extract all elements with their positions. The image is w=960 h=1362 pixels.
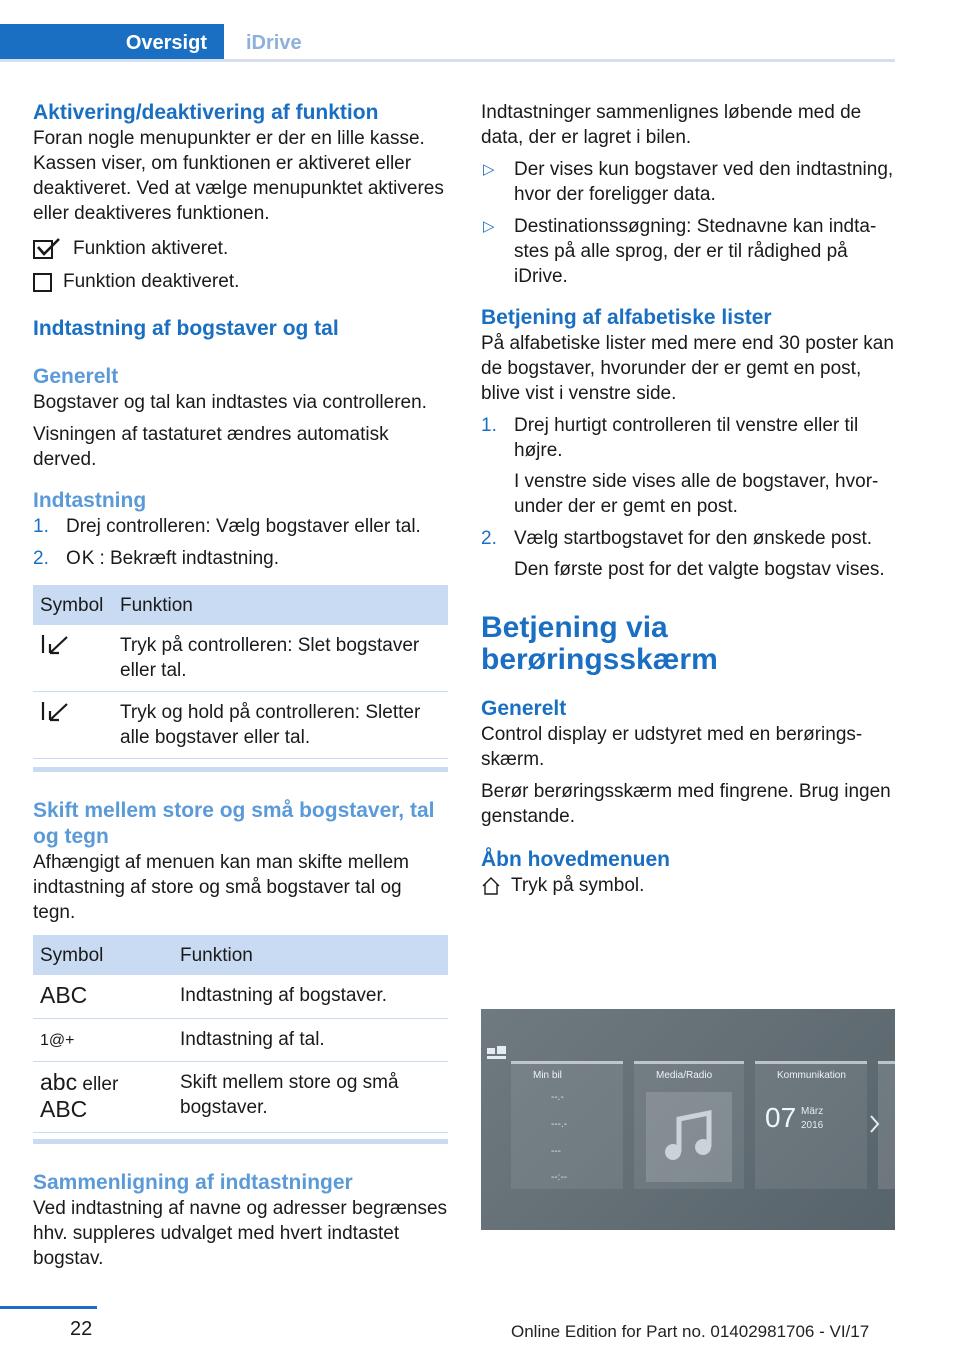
- home-icon: [481, 876, 501, 896]
- date-year: 2016: [801, 1120, 824, 1131]
- paragraph-touch-2: Berør berøringsskærm med fingrene. Brug ingen genstande.: [481, 781, 891, 827]
- deactivated-label: Funktion deaktiveret.: [63, 271, 240, 292]
- table-cell-function: Tryk og hold på controlleren: Sletter alle bogstaver eller tal.: [113, 692, 448, 759]
- car-row-value: ---.-: [551, 1119, 568, 1130]
- activated-line: [33, 236, 448, 261]
- paragraph-general-1: Bogstaver og tal kan indtastes via controlleren.: [33, 392, 427, 413]
- table-header-function: Funktion: [113, 585, 448, 625]
- paragraph-switch: Afhængigt af menuen kan man skifte mellem indtastning af store og små bogstaver tal og tegn.: [33, 852, 409, 923]
- table-header-symbol: Symbol: [33, 585, 113, 625]
- date-day: 07: [765, 1102, 797, 1133]
- menu-instruction-text: Tryk på symbol.: [511, 875, 645, 896]
- heading-menu: Åbn hovedmenuen: [481, 848, 671, 871]
- table-end-rule: [33, 1139, 448, 1144]
- header-tabbar: [0, 24, 895, 62]
- paragraph-touch-1: Control display er udstyret med en berøringsskærm.: [481, 724, 863, 770]
- list-item: [33, 546, 448, 571]
- abc-upper-icon: ABC: [40, 982, 88, 1008]
- edition-text: Online Edition for Part no. 01402981706 - VI/17: [511, 1322, 870, 1341]
- table-cell-symbol: [33, 975, 173, 1019]
- heading-touch: Betjening via berøringsskærm: [481, 611, 718, 676]
- footer-rule: [0, 1306, 97, 1309]
- list-item: [481, 526, 895, 582]
- card-label: Min bil: [533, 1070, 562, 1081]
- menu-instruction: [481, 873, 895, 898]
- heading-alpha: Betjening af alfabetiske lister: [481, 306, 772, 329]
- heading-general: Generelt: [33, 365, 119, 388]
- paragraph-activation: Foran nogle menupunkter er der en lille kasse. Kassen viser, om funktionen er aktiveret eller deaktiveret. Ved at vælge menupunktet aktiveres eller deaktiveres funktionen.: [33, 128, 444, 224]
- tab-idrive[interactable]: iDrive: [246, 31, 302, 54]
- triangle-bullet-icon: ▷: [483, 161, 495, 178]
- car-row-value: ---: [551, 1146, 561, 1157]
- control-display-image: [481, 1009, 895, 1230]
- step-text: Drej controlleren: Vælg bogstaver eller tal.: [66, 516, 421, 537]
- step-number: 2.: [33, 548, 49, 569]
- table-row: [33, 625, 448, 692]
- table-cell-function: Indtastning af bogstaver.: [173, 975, 448, 1019]
- heading-entry: Indtastning: [33, 489, 147, 512]
- step-subtext: I venstre side vises alle de bogstaver, hvorunder der er gemt en post.: [514, 471, 879, 517]
- chevron-right-icon[interactable]: [869, 1114, 881, 1134]
- table-header-symbol: Symbol: [33, 935, 173, 975]
- menu-grid-icon: [485, 1042, 509, 1062]
- card-label: Media/Radio: [656, 1070, 713, 1081]
- date-month: März: [801, 1106, 824, 1117]
- checkbox-empty-icon: [33, 271, 53, 293]
- card-label: Kommunikation: [777, 1070, 846, 1081]
- list-item: [481, 413, 895, 519]
- delete-icon: [40, 700, 70, 722]
- step-number: 1.: [33, 516, 49, 537]
- table-cell-symbol: [33, 1019, 173, 1062]
- step-text: : Bekræft indtastning.: [99, 548, 279, 569]
- table-row: [33, 1062, 448, 1133]
- table-cell-function: Tryk på controlleren: Slet bogstaver eller tal.: [113, 625, 448, 692]
- list-item: [33, 514, 448, 539]
- table-cell-function: Indtastning af tal.: [173, 1019, 448, 1062]
- card-media-radio[interactable]: [634, 1061, 744, 1189]
- step-text: Drej hurtigt controlleren til venstre eller til højre.: [514, 415, 859, 461]
- table-header-function: Funktion: [173, 935, 448, 975]
- heading-general-right: Generelt: [481, 697, 567, 720]
- activated-label: Funktion aktiveret.: [73, 238, 229, 259]
- paragraph-alpha: På alfabetiske lister med mere end 30 poster kan de bogstaver, hvorunder der er gemt en post, blive vist i venstre side.: [481, 333, 894, 404]
- right-column: [481, 100, 895, 906]
- album-art: [646, 1092, 732, 1182]
- table-row: [33, 692, 448, 759]
- step-subtext: Den første post for det valgte bogstav vises.: [514, 559, 885, 580]
- car-row-value: --:--: [551, 1172, 568, 1183]
- list-item: [481, 157, 895, 207]
- bullet-list: [481, 157, 895, 289]
- step-text: Vælg startbogstavet for den ønskede post.: [514, 528, 873, 549]
- numbers-icon: 1@+: [40, 1032, 75, 1049]
- heading-activation: Aktivering/deaktivering af funktion: [33, 101, 379, 124]
- music-note-icon: [659, 1107, 719, 1167]
- table-row: [33, 975, 448, 1019]
- header-divider: [0, 59, 895, 62]
- case-symbol-table: [33, 935, 448, 1133]
- page-number: 22: [70, 1318, 93, 1340]
- step-number: 2.: [481, 528, 497, 549]
- table-cell-function: Skift mellem store og små bogstaver.: [173, 1062, 448, 1133]
- table-cell-symbol: [33, 692, 113, 759]
- delete-symbol-table: [33, 585, 448, 759]
- heading-switch: Skift mellem store og små bogstaver, tal og tegn: [33, 799, 435, 848]
- delete-icon: [40, 633, 70, 655]
- abc-lower-icon: abc: [40, 1069, 78, 1095]
- card-communication[interactable]: [755, 1061, 867, 1189]
- ok-icon: OK: [66, 548, 96, 569]
- triangle-bullet-icon: ▷: [483, 218, 495, 235]
- bullet-text: Destinationssøgning: Stednavne kan indtastes på alle sprog, der er til rådighed på iDrive.: [514, 216, 877, 287]
- table-end-rule: [33, 767, 448, 772]
- table-cell-symbol: [33, 1062, 173, 1133]
- car-row-value: --.-: [551, 1092, 564, 1103]
- list-item: [481, 214, 895, 289]
- step-number: 1.: [481, 415, 497, 436]
- heading-input: Indtastning af bogstaver og tal: [33, 317, 339, 340]
- paragraph-compare: Ved indtastning af navne og adresser begrænses hhv. suppleres udvalget med hvert indtastet bogstav.: [33, 1198, 448, 1269]
- or-label: eller: [82, 1074, 119, 1095]
- abc-upper-icon: ABC: [40, 1096, 88, 1122]
- table-cell-symbol: [33, 625, 113, 692]
- bullet-text: Der vises kun bogstaver ved den indtastning, hvor der foreligger data.: [514, 159, 894, 205]
- entry-steps: [33, 514, 448, 571]
- table-row: [33, 1019, 448, 1062]
- tab-oversigt[interactable]: Oversigt: [0, 24, 224, 62]
- paragraph-general-2: Visningen af tastaturet ændres automatisk derved.: [33, 424, 389, 470]
- checkbox-checked-icon: [33, 238, 63, 260]
- paragraph-intro: Indtastninger sammenlignes løbende med de data, der er lagret i bilen.: [481, 102, 862, 148]
- alpha-steps: [481, 413, 895, 582]
- deactivated-line: [33, 269, 448, 294]
- left-column: [33, 100, 448, 1278]
- card-my-car[interactable]: [511, 1061, 623, 1189]
- heading-compare: Sammenligning af indtastninger: [33, 1171, 353, 1194]
